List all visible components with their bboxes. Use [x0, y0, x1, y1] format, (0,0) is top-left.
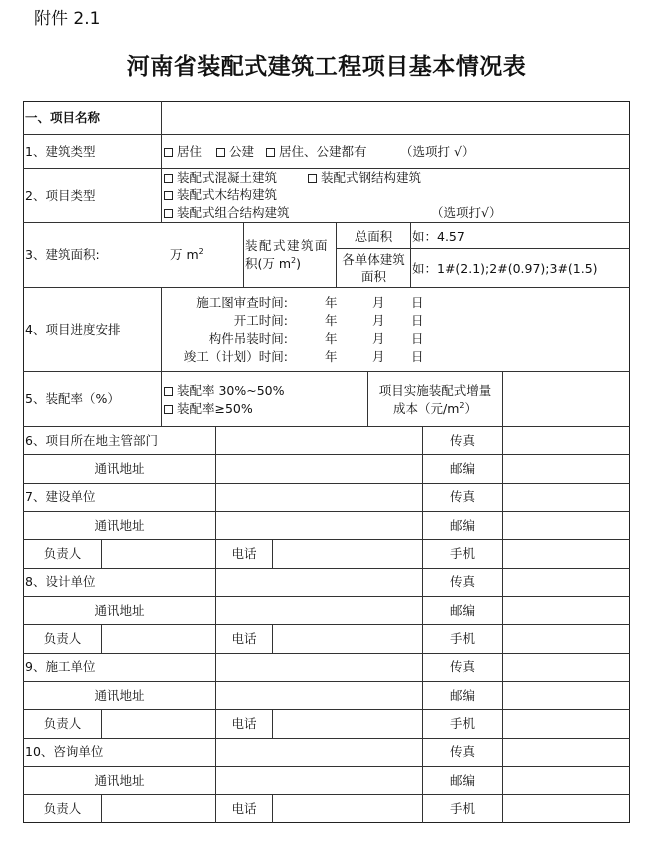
row-divider [23, 168, 630, 169]
address-input[interactable] [217, 598, 420, 623]
project-name-label: 一、项目名称 [25, 110, 101, 125]
single-area-label-line2: 面积 [360, 269, 386, 284]
prefab-rate-option-30-50[interactable]: 装配率 30%~50% [164, 383, 285, 398]
building-area-label: 3、建筑面积: [25, 247, 100, 262]
page-title: 河南省装配式建筑工程项目基本情况表 [126, 53, 527, 80]
row-divider [23, 426, 630, 427]
unit-name-input[interactable] [217, 570, 420, 595]
prefab-rate-label: 5、装配率（%） [25, 391, 120, 406]
row-divider [23, 709, 630, 710]
row-divider [23, 596, 630, 597]
postcode-input[interactable] [504, 683, 628, 708]
schedule-year[interactable]: 年 [325, 331, 338, 346]
unit-name-label: 7、建设单位 [25, 489, 96, 504]
mobile-label: 手机 [449, 546, 475, 561]
schedule-item-label: 施工图审查时间: [196, 295, 288, 310]
row-divider [23, 794, 630, 795]
row-divider [23, 653, 630, 654]
row-divider [23, 483, 630, 484]
postcode-label: 邮编 [449, 688, 475, 703]
fax-input[interactable] [504, 570, 628, 595]
row-divider [23, 766, 630, 767]
postcode-input[interactable] [504, 768, 628, 793]
building-type-hint: （选项打 √） [400, 144, 475, 159]
address-input[interactable] [217, 768, 420, 793]
unit-name-label: 9、施工单位 [25, 659, 96, 674]
mobile-input[interactable] [504, 541, 628, 566]
person-input[interactable] [103, 711, 213, 736]
phone-input[interactable] [274, 626, 420, 651]
postcode-input[interactable] [504, 513, 628, 538]
row-divider [23, 287, 630, 288]
phone-input[interactable] [274, 711, 420, 736]
col-divider [367, 371, 368, 426]
schedule-day[interactable]: 日 [411, 313, 424, 328]
checkbox-icon[interactable] [164, 209, 173, 218]
row-divider [23, 134, 630, 135]
col-divider [502, 371, 503, 426]
row-divider [336, 248, 630, 249]
total-area-label: 总面积 [354, 229, 393, 244]
row-divider [23, 454, 630, 455]
schedule-label: 4、项目进度安排 [25, 322, 121, 337]
postcode-label: 邮编 [449, 773, 475, 788]
postcode-label: 邮编 [449, 603, 475, 618]
fax-label: 传真 [449, 433, 475, 448]
row-divider [23, 624, 630, 625]
project-type-option-composite[interactable]: 装配式组合结构建筑 [164, 205, 290, 220]
prefab-area-label-line1: 装配式建筑面 [245, 238, 330, 253]
schedule-day[interactable]: 日 [411, 349, 424, 364]
schedule-item-label: 构件吊装时间: [208, 331, 288, 346]
col-divider [101, 539, 102, 568]
address-label: 通讯地址 [94, 518, 145, 533]
checkbox-icon[interactable] [164, 148, 173, 157]
col-divider [101, 624, 102, 653]
unit-name-input[interactable] [217, 428, 420, 453]
fax-label: 传真 [449, 574, 475, 589]
col-divider [243, 222, 244, 287]
project-type-option-steel[interactable]: 装配式钢结构建筑 [308, 170, 421, 185]
row-divider [23, 539, 630, 540]
person-input[interactable] [103, 626, 213, 651]
unit-name-label: 8、设计单位 [25, 574, 96, 589]
checkbox-icon[interactable] [308, 174, 317, 183]
incremental-cost-label-line2: 成本（元$/m^2$） [393, 400, 477, 416]
project-type-option-concrete[interactable]: 装配式混凝土建筑 [164, 170, 277, 185]
checkbox-icon[interactable] [164, 191, 173, 200]
postcode-label: 邮编 [449, 461, 475, 476]
phone-input[interactable] [274, 796, 420, 821]
mobile-label: 手机 [449, 716, 475, 731]
col-divider [272, 624, 273, 653]
col-divider [161, 287, 162, 426]
col-divider [422, 426, 423, 823]
address-input[interactable] [217, 513, 420, 538]
checkbox-icon[interactable] [266, 148, 275, 157]
col-divider [215, 426, 216, 823]
single-area-input[interactable]: 如：1#(2.1);2#(0.97);3#(1.5) [412, 261, 598, 276]
project-type-option-wood[interactable]: 装配式木结构建筑 [164, 187, 277, 202]
schedule-month[interactable]: 月 [372, 313, 385, 328]
prefab-rate-option-50-plus[interactable]: 装配率≥50% [164, 401, 253, 416]
row-divider [23, 738, 630, 739]
postcode-label: 邮编 [449, 518, 475, 533]
project-name-input[interactable] [164, 104, 628, 132]
fax-input[interactable] [504, 655, 628, 680]
fax-input[interactable] [504, 740, 628, 765]
postcode-input[interactable] [504, 598, 628, 623]
person-label: 负责人 [43, 546, 82, 561]
fax-input[interactable] [504, 428, 628, 453]
row-divider [23, 371, 630, 372]
incremental-cost-input[interactable] [504, 374, 628, 424]
schedule-month[interactable]: 月 [372, 349, 385, 364]
phone-label: 电话 [231, 716, 257, 731]
col-divider [502, 426, 503, 823]
col-divider [272, 709, 273, 738]
col-divider [272, 539, 273, 568]
building-type-option-public[interactable]: 公建 [216, 144, 254, 159]
schedule-item-label: 开工时间: [233, 313, 288, 328]
address-input[interactable] [217, 456, 420, 481]
unit-name-input[interactable] [217, 740, 420, 765]
col-divider [101, 709, 102, 738]
col-divider [272, 794, 273, 823]
person-label: 负责人 [43, 801, 82, 816]
person-input[interactable] [103, 796, 213, 821]
prefab-area-label-line2: 积(万 $m^2$) [245, 255, 302, 271]
annex-label: 附件 2.1 [34, 9, 101, 29]
schedule-year[interactable]: 年 [325, 349, 338, 364]
schedule-year[interactable]: 年 [325, 295, 338, 310]
single-area-label-line1: 各单体建筑 [342, 252, 405, 267]
fax-input[interactable] [504, 485, 628, 510]
project-type-hint: （选项打√） [431, 205, 502, 220]
person-label: 负责人 [43, 716, 82, 731]
building-type-option-residential[interactable]: 居住 [164, 144, 202, 159]
fax-label: 传真 [449, 659, 475, 674]
address-label: 通讯地址 [94, 603, 145, 618]
checkbox-icon[interactable] [216, 148, 225, 157]
building-area-unit: 万 $m^2$ [170, 246, 204, 262]
phone-input[interactable] [274, 541, 420, 566]
unit-name-label: 6、项目所在地主管部门 [25, 433, 158, 448]
phone-label: 电话 [231, 801, 257, 816]
col-divider [410, 222, 411, 287]
person-input[interactable] [103, 541, 213, 566]
row-divider [23, 222, 630, 223]
row-divider [23, 511, 630, 512]
schedule-item-label: 竣工（计划）时间: [183, 349, 288, 364]
address-input[interactable] [217, 683, 420, 708]
mobile-label: 手机 [449, 801, 475, 816]
total-area-input[interactable]: 如：4.57 [412, 229, 465, 244]
project-type-label: 2、项目类型 [25, 188, 96, 203]
schedule-month[interactable]: 月 [372, 331, 385, 346]
schedule-day[interactable]: 日 [411, 295, 424, 310]
phone-label: 电话 [231, 546, 257, 561]
checkbox-icon[interactable] [164, 405, 173, 414]
col-divider [161, 101, 162, 222]
postcode-input[interactable] [504, 456, 628, 481]
schedule-month[interactable]: 月 [372, 295, 385, 310]
address-label: 通讯地址 [94, 773, 145, 788]
unit-name-label: 10、咨询单位 [25, 744, 104, 759]
row-divider [23, 568, 630, 569]
address-label: 通讯地址 [94, 688, 145, 703]
unit-name-input[interactable] [217, 655, 420, 680]
col-divider [101, 794, 102, 823]
mobile-label: 手机 [449, 631, 475, 646]
unit-name-input[interactable] [217, 485, 420, 510]
incremental-cost-label-line1: 项目实施装配式增量 [378, 383, 492, 398]
fax-label: 传真 [449, 489, 475, 504]
fax-label: 传真 [449, 744, 475, 759]
phone-label: 电话 [231, 631, 257, 646]
mobile-input[interactable] [504, 711, 628, 736]
checkbox-icon[interactable] [164, 387, 173, 396]
address-label: 通讯地址 [94, 461, 145, 476]
schedule-day[interactable]: 日 [411, 331, 424, 346]
schedule-year[interactable]: 年 [325, 313, 338, 328]
mobile-input[interactable] [504, 626, 628, 651]
building-type-option-both[interactable]: 居住、公建都有 [266, 144, 367, 159]
person-label: 负责人 [43, 631, 82, 646]
building-type-label: 1、建筑类型 [25, 144, 96, 159]
checkbox-icon[interactable] [164, 174, 173, 183]
mobile-input[interactable] [504, 796, 628, 821]
row-divider [23, 681, 630, 682]
